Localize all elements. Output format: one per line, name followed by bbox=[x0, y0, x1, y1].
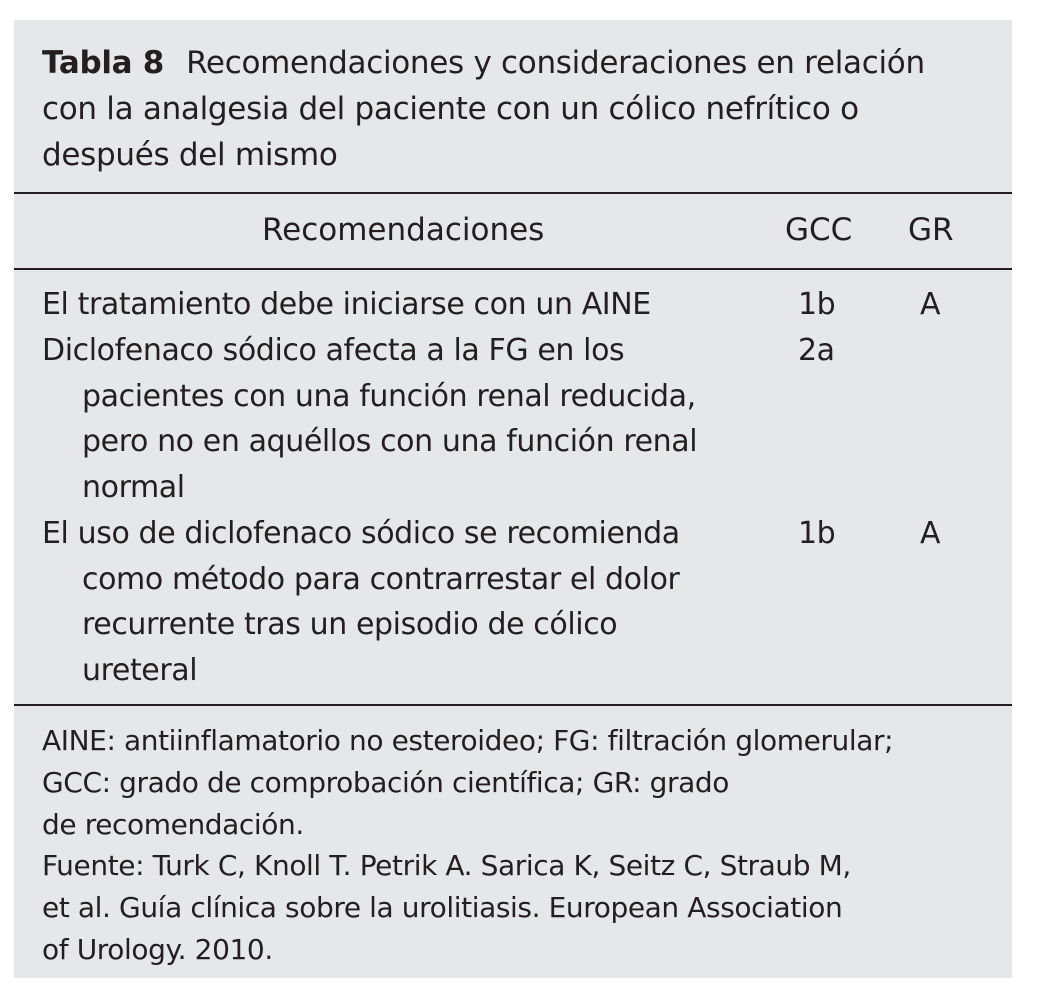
recommendation-text bbox=[42, 282, 742, 328]
header-gcc: GCC bbox=[785, 212, 853, 248]
caption-line: Recomendaciones y consideraciones en relación bbox=[186, 45, 925, 81]
table-footnotes bbox=[42, 720, 893, 971]
recommendation-line: como método para contrarrestar el dolor bbox=[82, 561, 680, 597]
recommendation-line: recurrente tras un episodio de cólico bbox=[82, 607, 618, 643]
header-rule bbox=[14, 268, 1012, 270]
recommendation-text bbox=[42, 328, 742, 510]
footnote-line: of Urology. 2010. bbox=[42, 932, 273, 966]
gcc-value: 2a bbox=[798, 333, 835, 368]
recommendation-line: pero no en aquéllos con una función renal bbox=[82, 424, 698, 460]
recommendation-line: ureteral bbox=[82, 652, 198, 688]
table-caption bbox=[42, 40, 992, 178]
table-panel bbox=[14, 20, 1012, 978]
header-gr: GR bbox=[908, 212, 954, 248]
recommendation-line: El uso de diclofenaco sódico se recomienda bbox=[42, 516, 680, 551]
footnote-line: de recomendación. bbox=[42, 807, 304, 841]
recommendation-line: El tratamiento debe iniciarse con un AINE bbox=[42, 287, 651, 322]
caption-line: con la analgesia del paciente con un cólico nefrítico o bbox=[42, 91, 859, 127]
recommendation-line: pacientes con una función renal reducida, bbox=[82, 378, 696, 414]
footnote-line: et al. Guía clínica sobre la urolitiasis. European Association bbox=[42, 891, 843, 925]
caption-line: después del mismo bbox=[42, 137, 338, 173]
gcc-value: 1b bbox=[798, 287, 836, 322]
footnote-line: AINE: antiinflamatorio no esteroideo; FG: filtración glomerular; bbox=[42, 724, 894, 757]
footnote-line: GCC: grado de comprobación científica; GR: grado bbox=[42, 765, 729, 799]
header-recommendations: Recomendaciones bbox=[262, 212, 545, 248]
recommendation-line: Diclofenaco sódico afecta a la FG en los bbox=[42, 333, 625, 368]
top-rule bbox=[14, 192, 1012, 194]
footnote-line: Fuente: Turk C, Knoll T. Petrik A. Sarica K, Seitz C, Straub M, bbox=[42, 849, 851, 883]
bottom-rule bbox=[14, 704, 1012, 706]
gcc-value: 1b bbox=[798, 516, 836, 551]
gr-value: A bbox=[920, 516, 941, 551]
gr-value: A bbox=[920, 287, 941, 322]
table-label: Tabla 8 bbox=[42, 45, 165, 81]
recommendation-text bbox=[42, 511, 742, 693]
recommendation-line: normal bbox=[82, 469, 185, 505]
